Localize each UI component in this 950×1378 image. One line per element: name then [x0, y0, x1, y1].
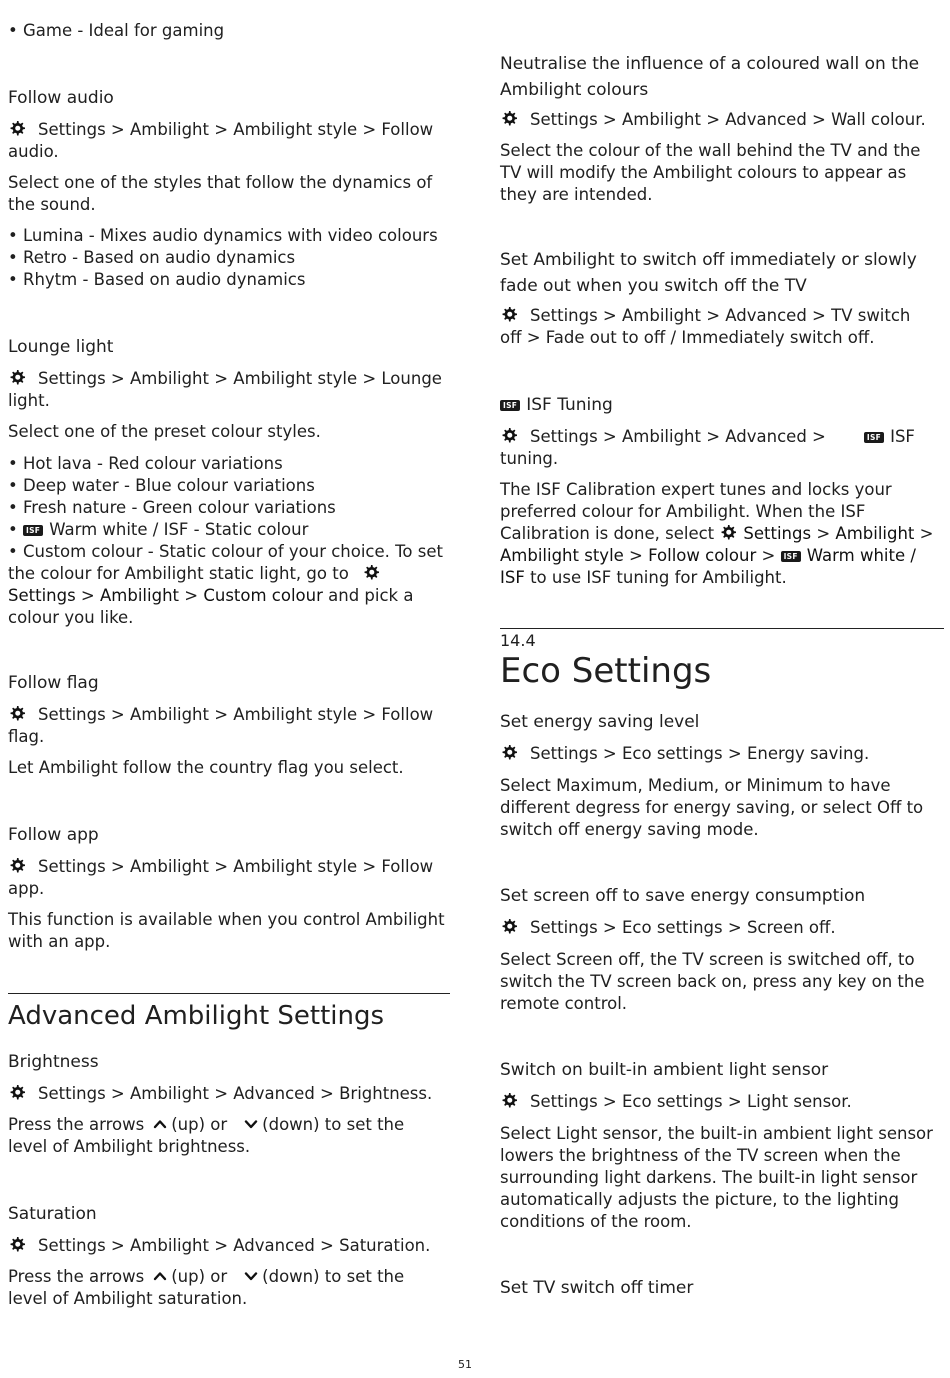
list-item-warm-white: [8, 519, 450, 541]
settings-path: Settings > Ambilight > Ambilight style > Follow: [38, 705, 434, 724]
lounge-light-path: [8, 368, 450, 412]
desc-text: to use ISF tuning for Ambilight.: [524, 568, 787, 587]
path-separator: >: [623, 546, 649, 565]
follow-audio-heading: Follow audio: [8, 88, 114, 108]
wall-colour-path: [500, 109, 944, 131]
wall-colour-desc: Select the colour of the wall behind the TV and the TV will modify the Ambilight colours to appear as they are intended.: [500, 141, 921, 204]
gear-icon: [500, 1091, 519, 1110]
settings-link: Settings: [743, 524, 812, 543]
gear-icon: [8, 1235, 27, 1254]
path-separator: >: [756, 546, 781, 565]
settings-path-end: app.: [8, 879, 45, 898]
isf-badge-icon: ISF: [781, 551, 801, 562]
settings-path: Settings > Ambilight > Ambilight style > Follow: [38, 857, 434, 876]
follow-audio-path: [8, 119, 450, 163]
custom-colour-end: and pick a colour you like.: [8, 586, 414, 627]
gear-icon: [8, 704, 27, 723]
warm-white-text: Warm white / ISF - Static colour: [49, 520, 309, 539]
settings-path: Settings > Eco settings > Screen off.: [530, 918, 836, 937]
custom-colour-text: • Custom colour - Static colour of your choice. To set the colour for Ambilight static light, go to: [8, 542, 443, 583]
gear-icon: [500, 917, 519, 936]
custom-colour-link: Custom colour: [203, 586, 323, 605]
isf-badge-icon: ISF: [864, 432, 884, 443]
saturation-path: [8, 1235, 450, 1257]
settings-path-end: flag.: [8, 727, 45, 746]
desc-text: level of Ambilight brightness.: [8, 1137, 251, 1156]
follow-app-desc: This function is available when you control Ambilight with an app.: [8, 910, 445, 951]
desc-text: (up) or: [171, 1267, 228, 1286]
list-item: • Hot lava - Red colour variations: [8, 454, 283, 473]
path-separator: >: [811, 524, 836, 543]
brightness-path: [8, 1083, 450, 1105]
screen-off-path: [500, 917, 944, 939]
settings-path: Settings > Ambilight > Advanced > TV switch: [530, 306, 911, 325]
settings-path: Settings > Ambilight > Advanced > Saturation.: [38, 1236, 431, 1255]
follow-colour-link: Follow colour: [648, 546, 757, 565]
gear-icon: [8, 1083, 27, 1102]
settings-path: Settings > Ambilight > Advanced > Wall colour.: [530, 110, 926, 129]
isf-tuning-path: [500, 426, 944, 470]
saturation-heading: Saturation: [8, 1204, 97, 1224]
gear-icon: [500, 743, 519, 762]
chevron-down-icon: [243, 1116, 259, 1132]
list-item: • Deep water - Blue colour variations: [8, 476, 315, 495]
energy-saving-heading: Set energy saving level: [500, 712, 700, 732]
saturation-desc: [8, 1266, 450, 1310]
wall-colour-heading: Neutralise the influence of a coloured wall on the Ambilight colours: [500, 54, 920, 100]
chapter-title: Eco Settings: [500, 651, 712, 691]
chevron-up-icon: [152, 1268, 168, 1284]
settings-path: Settings > Eco settings > Light sensor.: [530, 1092, 852, 1111]
brightness-heading: Brightness: [8, 1052, 99, 1072]
desc-text: Press the arrows: [8, 1267, 145, 1286]
desc-text: (down) to set the: [262, 1115, 405, 1134]
energy-saving-desc: Select Maximum, Medium, or Minimum to have different degress for energy saving, or select Off to switch off energy saving mode.: [500, 776, 924, 839]
desc-text: level of Ambilight saturation.: [8, 1289, 248, 1308]
settings-path: Settings > Ambilight > Ambilight style > Lounge: [38, 369, 442, 388]
chapter-divider: [500, 628, 944, 629]
bullet: •: [8, 520, 18, 539]
chevron-down-icon: [243, 1268, 259, 1284]
gear-icon: [8, 856, 27, 875]
settings-path: Settings > Ambilight > Advanced >: [530, 427, 826, 446]
settings-link: Settings: [8, 586, 76, 605]
light-sensor-heading: Switch on built-in ambient light sensor: [500, 1060, 829, 1080]
gear-icon: [8, 368, 27, 387]
settings-path-isf: ISF: [890, 427, 915, 446]
settings-path-end: audio.: [8, 142, 59, 161]
screen-off-heading: Set screen off to save energy consumption: [500, 886, 866, 906]
ambilight-style-link: Ambilight style: [500, 546, 624, 565]
switch-off-heading: Set Ambilight to switch off immediately or slowly fade out when you switch off the TV: [500, 250, 917, 296]
switch-off-path: [500, 305, 944, 349]
chevron-up-icon: [152, 1116, 168, 1132]
isf-tuning-heading: [500, 394, 944, 416]
warm-white-link: Warm white / ISF: [500, 546, 916, 587]
path-separator: >: [179, 586, 204, 605]
gear-icon: [719, 523, 738, 542]
desc-text: (up) or: [171, 1115, 228, 1134]
gear-icon: [500, 109, 519, 128]
settings-path-end: light.: [8, 391, 50, 410]
desc-text: Press the arrows: [8, 1115, 145, 1134]
page-number: 51: [458, 1358, 472, 1371]
section-title: Advanced Ambilight Settings: [8, 1001, 385, 1031]
follow-flag-heading: Follow flag: [8, 673, 99, 693]
list-item: • Rhytm - Based on audio dynamics: [8, 270, 306, 289]
gear-icon: [500, 426, 519, 445]
follow-audio-desc: Select one of the styles that follow the dynamics of the sound.: [8, 173, 433, 214]
list-item-custom-colour: [8, 541, 450, 629]
follow-app-path: [8, 856, 450, 900]
heading-text: ISF Tuning: [526, 395, 613, 415]
switch-off-timer-heading: Set TV switch off timer: [500, 1278, 694, 1298]
list-item: • Retro - Based on audio dynamics: [8, 248, 296, 267]
gear-icon: [362, 563, 381, 582]
isf-tuning-desc: [500, 479, 944, 589]
settings-path: Settings > Ambilight > Ambilight style > Follow: [38, 120, 434, 139]
list-item: • Lumina - Mixes audio dynamics with video colours: [8, 226, 438, 245]
light-sensor-desc: Select Light sensor, the built-in ambient light sensor lowers the brightness of the TV screen when the surrounding light darkens. The built-in light sensor automatically adjusts the picture, to the lighting conditions of the room.: [500, 1124, 933, 1231]
light-sensor-path: [500, 1091, 944, 1113]
isf-badge-icon: ISF: [23, 525, 43, 536]
brightness-desc: [8, 1114, 450, 1158]
ambilight-link: Ambilight: [835, 524, 915, 543]
ambilight-link: Ambilight: [100, 586, 180, 605]
settings-path: Settings > Ambilight > Advanced > Brightness.: [38, 1084, 433, 1103]
settings-path-end: off > Fade out to off / Immediately switch off.: [500, 328, 875, 347]
follow-flag-desc: Let Ambilight follow the country flag you select.: [8, 758, 404, 777]
lounge-light-desc: Select one of the preset colour styles.: [8, 422, 321, 441]
path-separator: >: [75, 586, 101, 605]
path-separator: >: [914, 524, 934, 543]
follow-app-heading: Follow app: [8, 825, 99, 845]
gear-icon: [500, 305, 519, 324]
follow-flag-path: [8, 704, 450, 748]
gear-icon: [8, 119, 27, 138]
chapter-number: 14.4: [500, 631, 536, 650]
desc-text: (down) to set the: [262, 1267, 405, 1286]
settings-path: Settings > Eco settings > Energy saving.: [530, 744, 870, 763]
section-divider: [8, 993, 450, 994]
lounge-light-heading: Lounge light: [8, 337, 114, 357]
isf-badge-icon: ISF: [500, 400, 520, 411]
desc-text: The ISF Calibration expert tunes and locks your preferred colour for Ambilight. When the ISF Calibration is done, select: [500, 480, 892, 543]
energy-saving-path: [500, 743, 944, 765]
list-item: • Fresh nature - Green colour variations: [8, 498, 336, 517]
screen-off-desc: Select Screen off, the TV screen is switched off, to switch the TV screen back on, press any key on the remote control.: [500, 950, 925, 1013]
game-item: • Game - Ideal for gaming: [8, 21, 225, 40]
settings-path-end: tuning.: [500, 449, 559, 468]
